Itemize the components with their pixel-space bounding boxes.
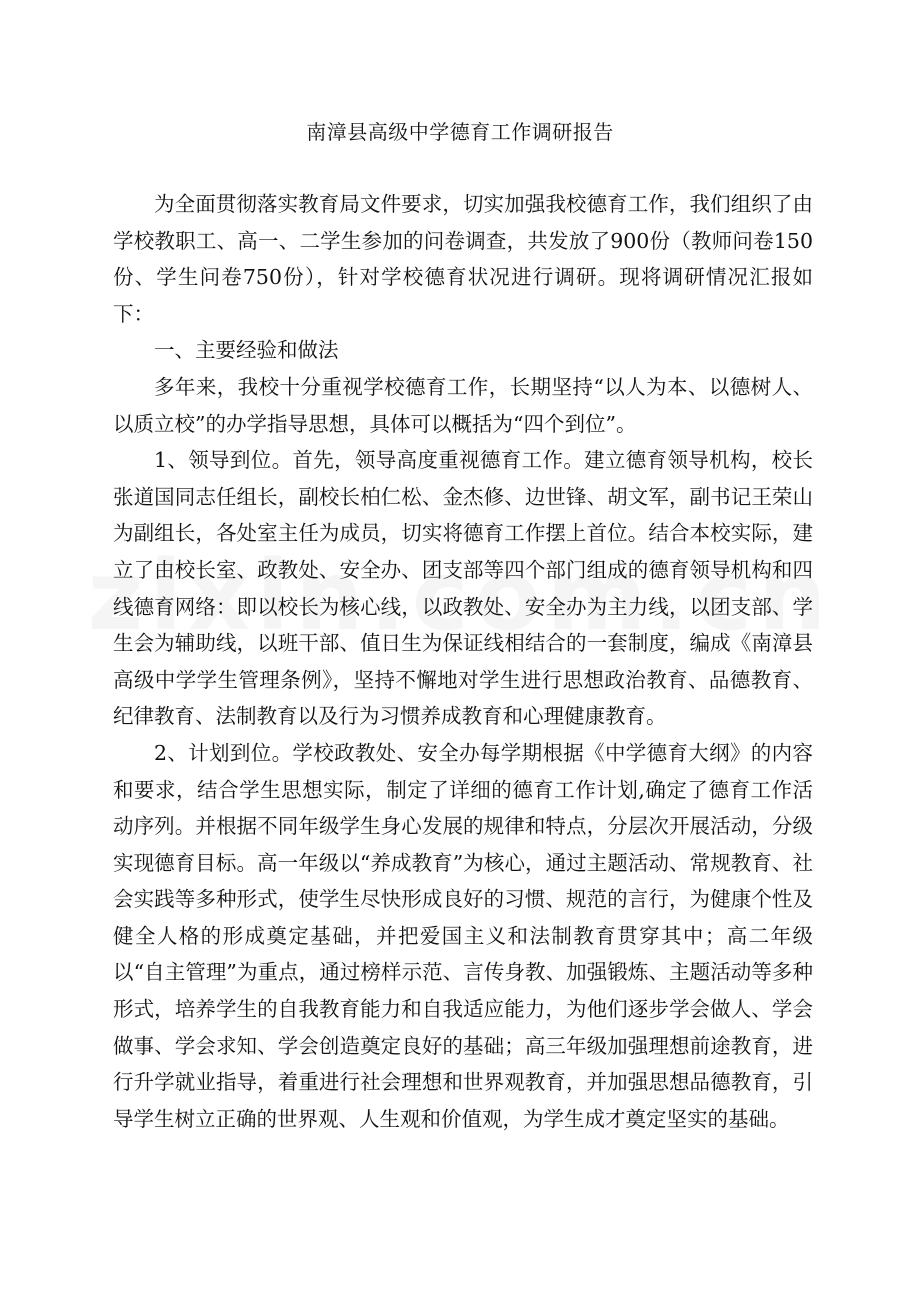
document-body <box>113 186 813 1137</box>
overview-paragraph: 多年来，我校十分重视学校德育工作，长期坚持“以人为本、以德树人、以质立校”的办学指导思想，具体可以概括为“四个到位”。 <box>113 374 813 436</box>
section-heading: 一、主要经验和做法 <box>154 338 339 363</box>
intro-paragraph: 为全面贯彻落实教育局文件要求，切实加强我校德育工作，我们组织了由学校教职工、高一、二学生参加的问卷调查，共发放了900份（教师问卷150份、学生问卷750份），针对学校德育状况进行调研。现将调研情况汇报如下： <box>113 192 813 326</box>
document-title: 南漳县高级中学德育工作调研报告 <box>306 120 614 144</box>
planning-paragraph: 2、计划到位。学校政教处、安全办每学期根据《中学德育大纲》的内容和要求，结合学生思想实际，制定了详细的德育工作计划,确定了德育工作活动序列。并根据不同年级学生身心发展的规律和特点，分层次开展活动，分级实现德育目标。高一年级以“养成教育”为核心，通过主题活动、常规教育、社会实践等多种形式，使学生尽快形成良好的习惯、规范的言行，为健康个性及健全人格的形成奠定基础，并把爱国主义和法制教育贯穿其中；高二年级以“自主管理”为重点，通过榜样示范、言传身教、加强锻炼、主题活动等多种形式，培养学生的自我教育能力和自我适应能力，为他们逐步学会做人、学会做事、学会求知、学会创造奠定良好的基础；高三年级加强理想前途教育，进行升学就业指导，着重进行社会理想和世界观教育，并加强思想品德教育，引导学生树立正确的世界观、人生观和价值观，为学生成才奠定坚实的基础。 <box>113 740 813 1131</box>
leadership-paragraph: 1、领导到位。首先，领导高度重视德育工作。建立德育领导机构，校长张道国同志任组长，副校长柏仁松、金杰修、边世锋、胡文军，副书记王荣山为副组长，各处室主任为成员，切实将德育工作摆上首位。结合本校实际，建立了由校长室、政教处、安全办、团支部等四个部门组成的德育领导机构和四线德育网络：即以校长为核心线，以政教处、安全办为主力线，以团支部、学生会为辅助线，以班干部、值日生为保证线相结合的一套制度，编成《南漳县高级中学学生管理条例》，坚持不懈地对学生进行思想政治教育、品德教育、纪律教育、法制教育以及行为习惯养成教育和心理健康教育。 <box>113 448 813 729</box>
